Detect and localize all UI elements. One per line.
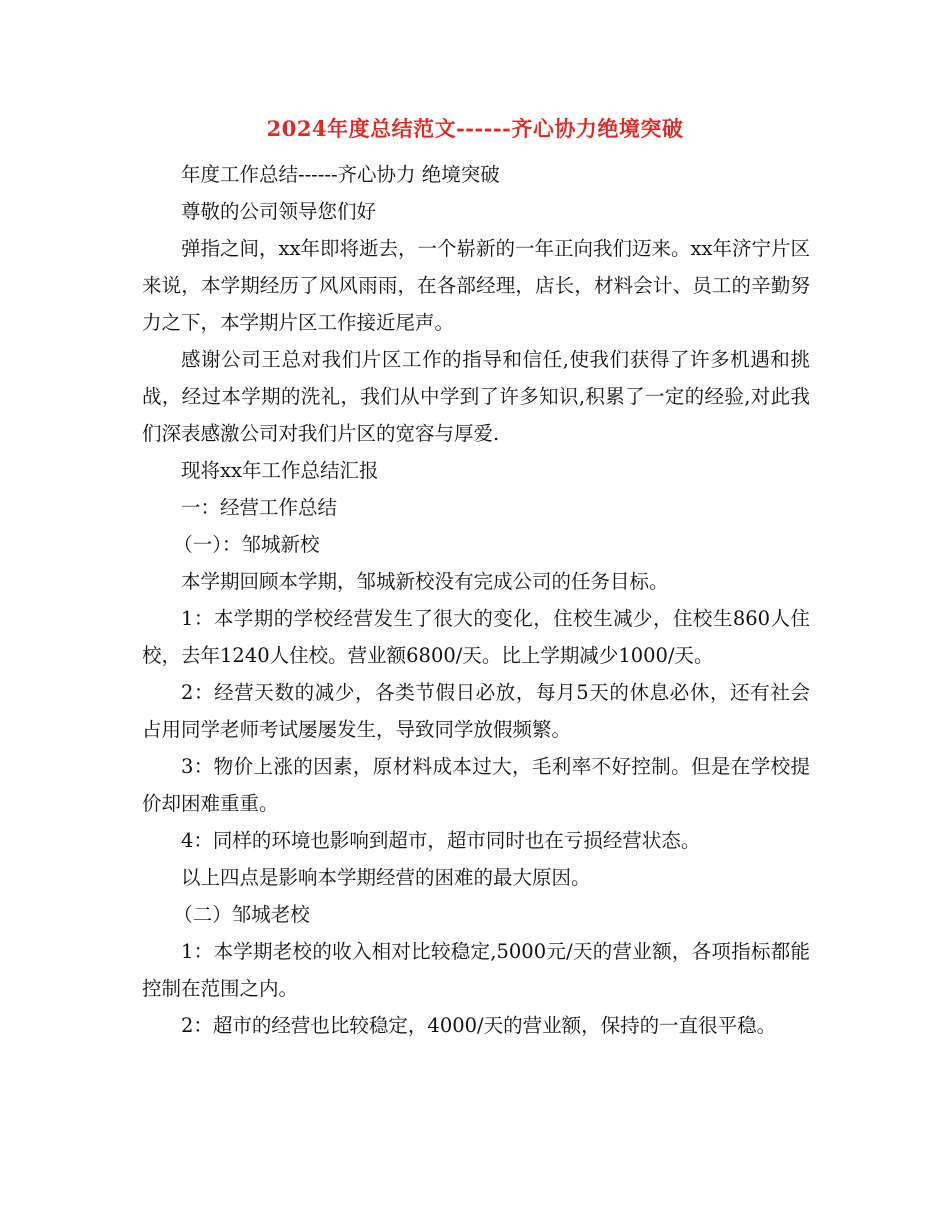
paragraph-report-intro: 现将xx年工作总结汇报 (181, 459, 379, 482)
subsection-heading-old-school: （二）邹城老校 (173, 903, 310, 926)
subsection-heading-new-school: （一）：邹城新校 (173, 533, 320, 556)
list-item-3: 3：物价上涨的因素，原材料成本过大，毛利率不好控制。但是在学校提价却困难重重。 (142, 755, 810, 815)
paragraph-causes-summary: 以上四点是影响本学期经营的困难的最大原因。 (181, 866, 591, 889)
paragraph-subtitle: 年度工作总结------齐心协力 绝境突破 (181, 163, 500, 186)
paragraph-greeting: 尊敬的公司领导您们好 (181, 200, 377, 223)
section-heading-business: 一：经营工作总结 (181, 496, 338, 519)
list-item-old-2: 2：超市的经营也比较稳定，4000/天的营业额，保持的一直很平稳。 (181, 1014, 777, 1037)
document-body (142, 156, 810, 1044)
list-item-4: 4：同样的环境也影响到超市，超市同时也在亏损经营状态。 (181, 829, 701, 852)
paragraph-new-school-summary: 本学期回顾本学期，邹城新校没有完成公司的任务目标。 (181, 570, 669, 593)
list-item-2: 2：经营天数的减少，各类节假日必放，每月5天的休息必休，还有社会占用同学老师考试屡屡发生，导致同学放假频繁。 (142, 681, 810, 741)
document-title: 2024年度总结范文------齐心协力绝境突破 (266, 116, 684, 141)
paragraph-thanks: 感谢公司王总对我们片区工作的指导和信任,使我们获得了许多机遇和挑战，经过本学期的洗礼，我们从中学到了许多知识,积累了一定的经验,对此我们深表感激公司对我们片区的宽容与厚爱. (142, 348, 810, 445)
list-item-1: 1：本学期的学校经营发生了很大的变化，住校生减少，住校生860人住校，去年1240人住校。营业额6800/天。比上学期减少1000/天。 (142, 607, 810, 667)
paragraph-intro: 弹指之间，xx年即将逝去，一个崭新的一年正向我们迈来。xx年济宁片区来说，本学期经历了风风雨雨，在各部经理，店长，材料会计、员工的辛勤努力之下，本学期片区工作接近尾声。 (142, 237, 810, 334)
list-item-old-1: 1：本学期老校的收入相对比较稳定,5000元/天的营业额，各项指标都能控制在范围之内。 (142, 940, 810, 1000)
